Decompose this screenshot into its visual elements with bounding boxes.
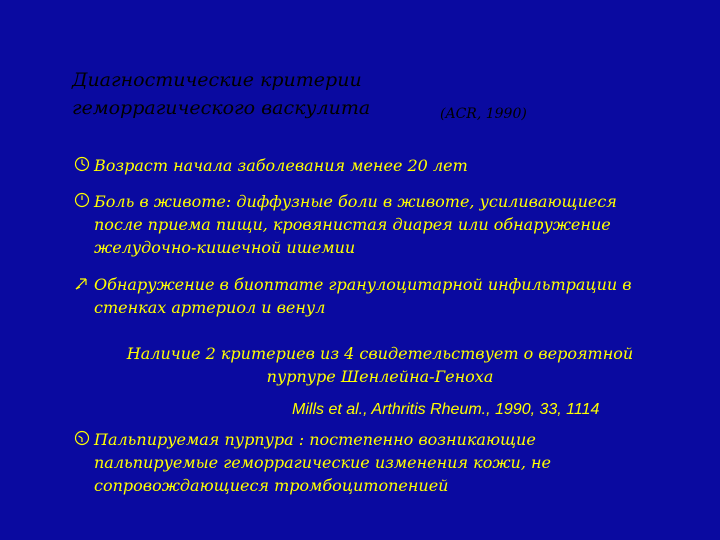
title-source: (ACR, 1990) <box>440 106 527 122</box>
criterion-biopsy <box>74 273 674 319</box>
criterion-age-text: Возраст начала заболевания менее 20 лет <box>94 156 468 175</box>
criterion-abdominal-line-3: желудочно-кишечной ишемии <box>94 238 356 257</box>
criterion-abdominal-pain <box>74 190 674 259</box>
title-line-1: Диагностические критерии <box>72 69 362 91</box>
criterion-purpura-line-1: Пальпируемая пурпура : постепенно возникающие <box>94 430 536 449</box>
clock-icon <box>74 430 90 446</box>
criterion-abdominal-line-1: Боль в животе: диффузные боли в животе, усиливающиеся <box>94 192 617 211</box>
criterion-purpura-line-3: сопровождающиеся тромбоцитопенией <box>94 476 449 495</box>
note-line-2: пурпуре Шенлейна-Геноха <box>266 367 494 386</box>
note-line-1: Наличие 2 критериев из 4 свидетельствует о вероятной <box>126 344 634 363</box>
criterion-purpura <box>74 428 674 497</box>
criterion-biopsy-line-1: Обнаружение в биоптате гранулоцитарной инфильтрации в <box>94 275 632 294</box>
criterion-biopsy-line-2: стенках артериол и венул <box>94 298 326 317</box>
clock-icon <box>74 192 90 208</box>
clock-icon <box>74 156 90 172</box>
pointer-icon <box>74 275 90 291</box>
criterion-age <box>74 154 674 177</box>
reference-citation: Mills et al., Arthritis Rheum., 1990, 33, 1114 <box>292 401 600 418</box>
diagnosis-note <box>100 342 660 388</box>
title-line-2: геморрагического васкулита <box>72 97 371 119</box>
criterion-purpura-line-2: пальпируемые геморрагические изменения кожи, не <box>94 453 552 472</box>
criterion-abdominal-line-2: после приема пищи, кровянистая диарея или обнаружение <box>94 215 611 234</box>
slide-title <box>72 66 370 122</box>
